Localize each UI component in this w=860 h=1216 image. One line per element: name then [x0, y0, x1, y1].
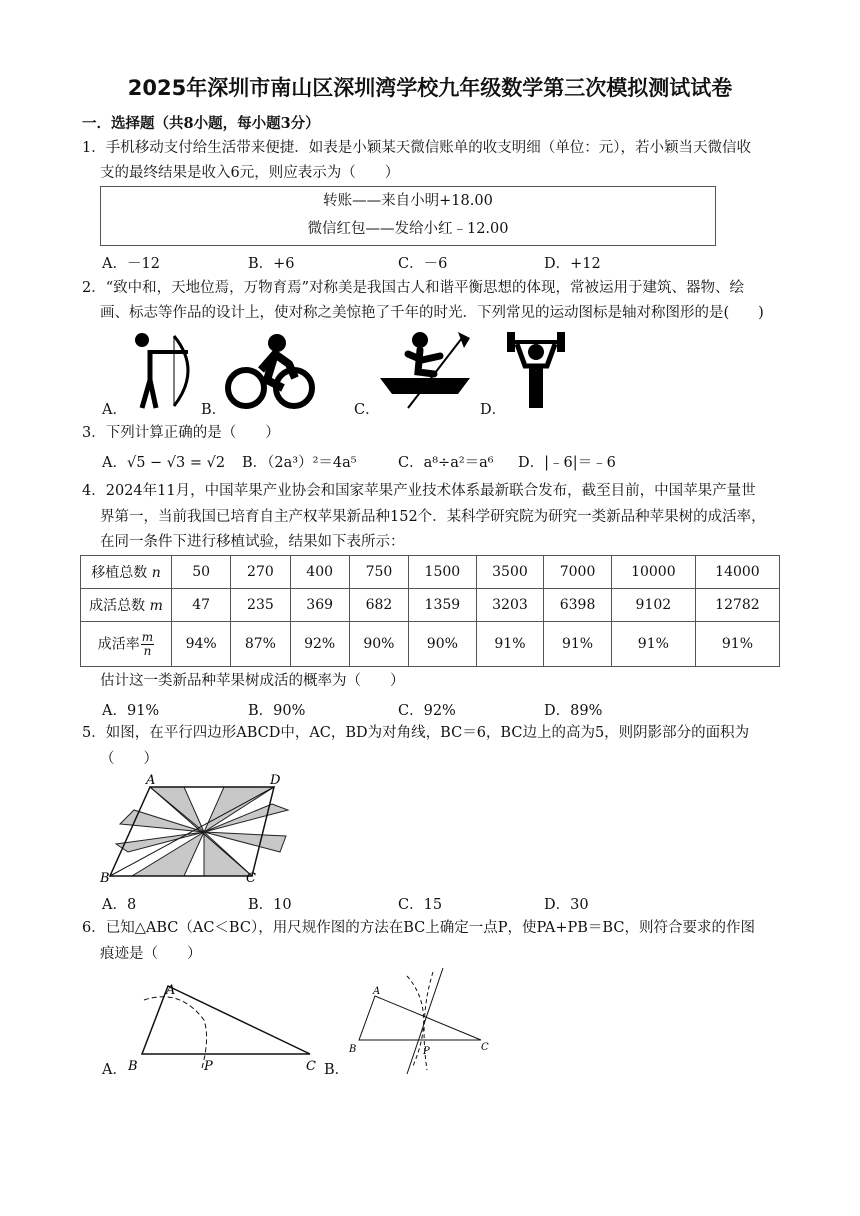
q3-option-b[interactable]: B．（2a³）²＝4a⁵ — [242, 455, 357, 471]
fig-b-label-b: B — [349, 1044, 357, 1055]
table-cell: 50 — [172, 556, 231, 589]
q4-option-c[interactable]: C．92% — [398, 703, 456, 719]
section-heading: 一．选择题（共8小题，每小题3分） — [82, 115, 320, 132]
q4-line1: 4．2024年11月，中国苹果产业协会和国家苹果产业技术体系最新联合发布，截至目前，中国苹果产量世 — [82, 483, 756, 499]
q4-option-d[interactable]: D．89% — [544, 703, 603, 719]
fig-b-label-c: C — [481, 1042, 489, 1053]
vertex-label-d: D — [270, 774, 281, 788]
table-cell: 90% — [409, 622, 477, 667]
q2-line2: 画、标志等作品的设计上，使对称之美惊艳了千年的时光．下列常见的运动图标是轴对称图形的是( ) — [100, 305, 764, 321]
q1-option-a[interactable]: A．－12 — [102, 256, 160, 272]
q4-data-table — [80, 555, 780, 667]
weightlifting-icon — [505, 330, 567, 410]
q6-option-b[interactable]: B． — [324, 1062, 350, 1078]
vertex-label-c: C — [246, 871, 256, 886]
table-row — [81, 622, 780, 667]
q3-option-c[interactable]: C．a⁸÷a²＝a⁶ — [398, 455, 494, 471]
q1-line1: 1．手机移动支付给生活带来便捷．如表是小颖某天微信账单的收支明细（单位：元），若小颖当天微信收 — [82, 140, 751, 156]
table-cell: 7000 — [544, 556, 612, 589]
q6-option-a[interactable]: A． — [102, 1062, 127, 1078]
table-cell: 12782 — [695, 589, 779, 622]
table-cell: 91% — [611, 622, 695, 667]
fig-b-label-a: A — [373, 986, 381, 997]
q6-line2: 痕迹是（ ） — [100, 946, 202, 962]
q3-option-d[interactable]: D．|﹣6|＝﹣6 — [518, 455, 616, 471]
table-cell: 10000 — [611, 556, 695, 589]
q6-line1: 6．已知△ABC（AC＜BC），用尺规作图的方法在BC上确定一点P，使PA+PB＝BC，则符合要求的作图 — [82, 920, 755, 936]
q5-option-b[interactable]: B．10 — [248, 897, 292, 913]
table-cell: 91% — [544, 622, 612, 667]
q2-option-a[interactable]: A． — [102, 402, 127, 418]
table-cell: 682 — [349, 589, 408, 622]
q2-option-d[interactable]: D． — [480, 402, 507, 418]
table-cell: 3203 — [476, 589, 544, 622]
q1-option-d[interactable]: D．+12 — [544, 256, 601, 272]
table-cell: 47 — [172, 589, 231, 622]
table-cell: 270 — [231, 556, 290, 589]
q6-figure-b — [345, 966, 495, 1076]
q6-figure-a — [120, 978, 325, 1073]
q5-line1: 5．如图，在平行四边形ABCD中，AC，BD为对角线，BC＝6，BC边上的高为5，则阴影部分的面积为 — [82, 725, 750, 741]
table-row — [81, 556, 780, 589]
table-cell: 750 — [349, 556, 408, 589]
table-cell: 1359 — [409, 589, 477, 622]
table-cell: 87% — [231, 622, 290, 667]
fig-a-label-a: A — [166, 983, 176, 998]
q5-parallelogram-figure — [96, 774, 296, 886]
q1-bill-box — [100, 186, 716, 246]
q4-question: 估计这一类新品种苹果树成活的概率为（ ） — [100, 673, 405, 689]
table-cell: 90% — [349, 622, 408, 667]
table-cell: 94% — [172, 622, 231, 667]
table-cell: 91% — [695, 622, 779, 667]
row-header: 移植总数 n — [81, 556, 172, 589]
fig-a-label-p: P — [204, 1059, 213, 1073]
q1-bill-line2: 微信红包——发给小红﹣12.00 — [307, 221, 509, 237]
row-header: 成活率 $\frac{m}{n}$ — [81, 622, 172, 667]
fig-a-label-c: C — [306, 1059, 316, 1073]
vertex-label-b: B — [100, 871, 110, 886]
q2-line1: 2．“致中和，天地位焉，万物育焉”对称美是我国古人和谐平衡思想的体现，常被运用于建筑、器物、绘 — [82, 280, 745, 296]
fig-a-label-b: B — [128, 1059, 138, 1073]
table-cell: 92% — [290, 622, 349, 667]
q5-option-c[interactable]: C．15 — [398, 897, 443, 913]
cycling-icon — [225, 332, 315, 410]
q4-option-a[interactable]: A．91% — [102, 703, 160, 719]
archery-icon — [128, 330, 198, 410]
q2-option-c[interactable]: C． — [354, 402, 380, 418]
table-cell: 6398 — [544, 589, 612, 622]
table-cell: 235 — [231, 589, 290, 622]
table-cell: 14000 — [695, 556, 779, 589]
q4-line3: 在同一条件下进行移植试验，结果如下表所示： — [100, 534, 405, 550]
row-header: 成活总数 m — [81, 589, 172, 622]
table-cell: 400 — [290, 556, 349, 589]
table-cell: 9102 — [611, 589, 695, 622]
fig-b-label-p: P — [423, 1046, 430, 1057]
table-cell: 1500 — [409, 556, 477, 589]
page-title: 2025年深圳市南山区深圳湾学校九年级数学第三次模拟测试试卷 — [127, 76, 733, 100]
table-row — [81, 589, 780, 622]
rowing-icon — [378, 330, 473, 410]
q1-option-c[interactable]: C．－6 — [398, 256, 448, 272]
q5-option-a[interactable]: A．8 — [102, 897, 137, 913]
q5-option-d[interactable]: D．30 — [544, 897, 589, 913]
q1-option-b[interactable]: B．+6 — [248, 256, 295, 272]
table-cell: 91% — [476, 622, 544, 667]
q3-option-a[interactable]: A．√5 − √3 = √2 — [102, 455, 226, 471]
q1-bill-line1: 转账——来自小明+18.00 — [323, 193, 493, 209]
q2-option-b[interactable]: B． — [201, 402, 227, 418]
q1-line2: 支的最终结果是收入6元，则应表示为（ ） — [100, 165, 400, 181]
q5-line2: （ ） — [100, 751, 158, 767]
q4-line2: 界第一，当前我国已培育自主产权苹果新品种152个．某科学研究院为研究一类新品种苹果树的成活率， — [100, 509, 766, 525]
vertex-label-a: A — [146, 774, 156, 788]
q3-line1: 3．下列计算正确的是（ ） — [82, 425, 280, 441]
table-cell: 3500 — [476, 556, 544, 589]
q4-option-b[interactable]: B．90% — [248, 703, 306, 719]
table-cell: 369 — [290, 589, 349, 622]
